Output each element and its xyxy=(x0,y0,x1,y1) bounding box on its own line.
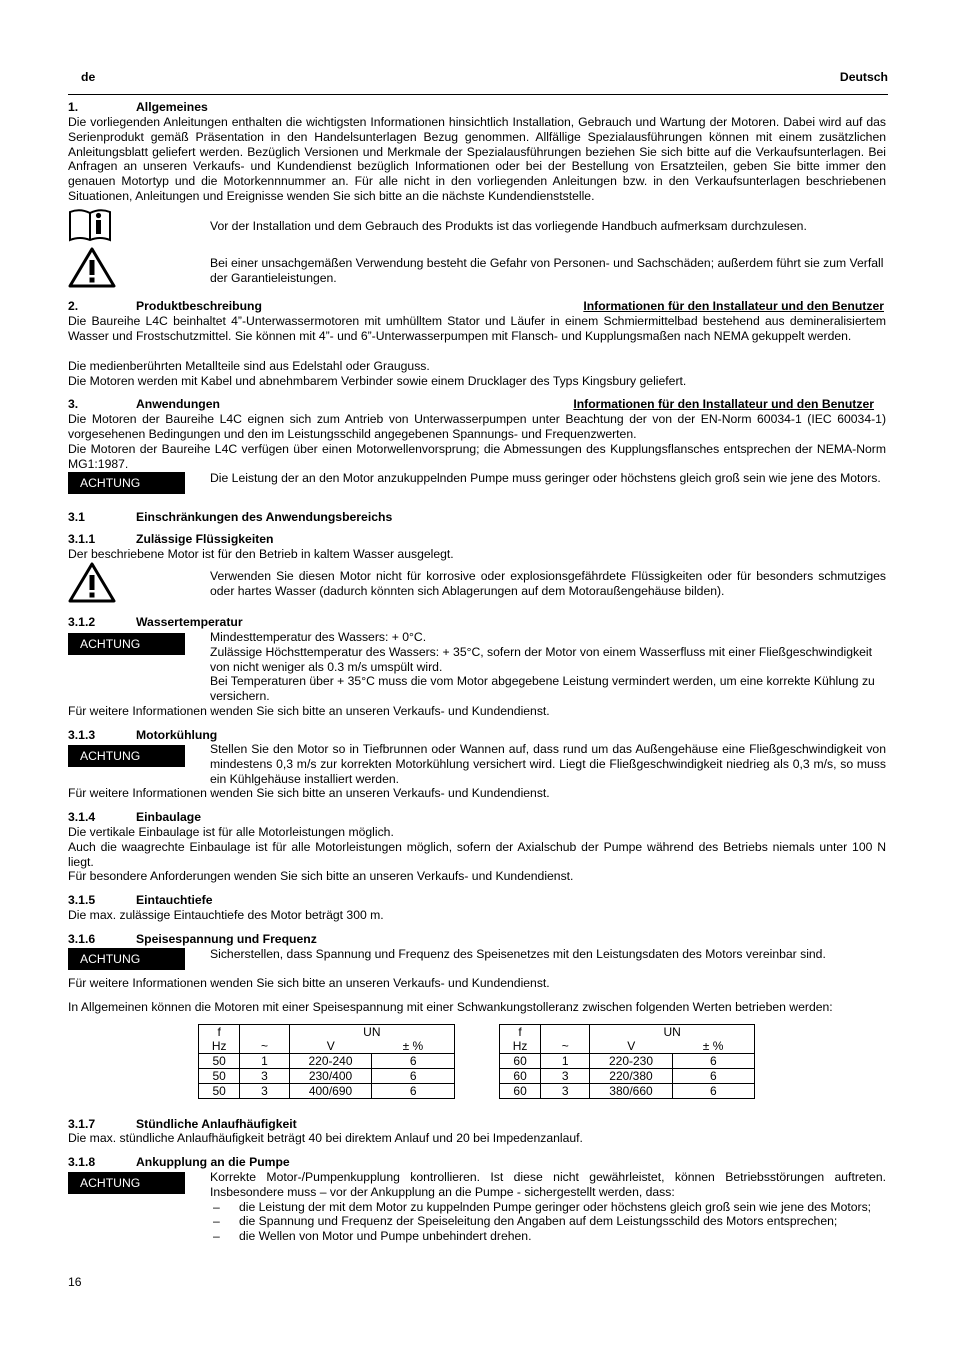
manual-book-icon xyxy=(68,206,112,242)
section-title: Eintauchtiefe xyxy=(136,893,213,907)
table-row xyxy=(199,1069,455,1084)
note: Die Leistung der an den Motor anzukuppelnden Pumpe muss geringer oder höchstens gleich groß sein wie jene des Motors. xyxy=(210,471,881,485)
paragraph: In Allgemeinen können die Motoren mit einer Speisespannung mit einer Schwankungstolleranz zwischen folgenden Werten betrieben werden: xyxy=(68,1000,833,1014)
paragraph: Die Motoren werden mit Kabel und abnehmbarem Verbinder sowie einem Drucklager des Typs Kingsbury geliefert. xyxy=(68,374,687,388)
page-header xyxy=(68,70,888,95)
table-cell: 220-230 xyxy=(590,1054,672,1069)
table-header: f xyxy=(500,1025,541,1040)
page-number: 16 xyxy=(68,1275,82,1289)
table-row xyxy=(500,1084,755,1099)
table-header: V xyxy=(590,1039,672,1054)
paragraph: Der beschriebene Motor ist für den Betrieb in kaltem Wasser ausgelegt. xyxy=(68,547,454,561)
table-row xyxy=(500,1069,755,1084)
section-number: 3.1.5 xyxy=(68,893,96,907)
table-cell: 6 xyxy=(672,1054,754,1069)
header-lang-name: Deutsch xyxy=(839,70,888,84)
paragraph: Die max. zulässige Eintauchtiefe des Motor beträgt 300 m. xyxy=(68,908,384,922)
section-heading-3-1-3 xyxy=(68,728,886,743)
section-number: 3. xyxy=(68,397,79,411)
section-title: Stündliche Anlaufhäufigkeit xyxy=(136,1117,297,1131)
achtung-badge: ACHTUNG xyxy=(68,745,185,767)
table-row xyxy=(500,1054,755,1069)
section-heading-3-1 xyxy=(68,510,886,525)
section-heading-3-1-8 xyxy=(68,1155,886,1170)
section-title: Speisespannung und Frequenz xyxy=(136,932,317,946)
paragraph: Die max. stündliche Anlaufhäufigkeit beträgt 40 bei direktem Anlauf und 20 bei Impedenzanlauf. xyxy=(68,1131,583,1145)
header-lang-code: de xyxy=(81,70,96,84)
table-header xyxy=(240,1025,289,1040)
section-title: Produktbeschreibung xyxy=(136,299,262,313)
note: Verwenden Sie diesen Motor nicht für korrosive oder explosionsgefährdete Flüssigkeiten oder für besonders schmutziges oder hartes Wasser (dadurch könnten sich Ablagerungen auf dem Motoraußengehäuse bilden). xyxy=(210,569,886,598)
table-cell: 50 xyxy=(199,1084,240,1099)
paragraph: Für besondere Anforderungen wenden Sie sich bitte an unseren Verkaufs- und Kundendienst. xyxy=(68,869,574,883)
section-number: 1. xyxy=(68,100,79,114)
table-cell: 60 xyxy=(500,1084,541,1099)
warning-triangle-icon xyxy=(68,561,116,603)
table-row xyxy=(199,1054,455,1069)
table-cell: 6 xyxy=(672,1069,754,1084)
table-cell: 220-240 xyxy=(289,1054,372,1069)
paragraph: Auch die waagrechte Einbaulage ist für alle Motorleistungen möglich, sofern der Axialschub der Pumpe während des Betriebs niemals unter 100 N liegt. xyxy=(68,840,886,869)
table-header: ~ xyxy=(240,1039,289,1054)
paragraph: Für weitere Informationen wenden Sie sich bitte an unseren Verkaufs- und Kundendienst. xyxy=(68,976,550,990)
section-title: Motorkühlung xyxy=(136,728,218,742)
table-cell: 1 xyxy=(240,1054,289,1069)
table-cell: 3 xyxy=(240,1084,289,1099)
note: Sicherstellen, dass Spannung und Frequenz des Speisenetzes mit den Leistungsdaten des Motors vereinbar sind. xyxy=(210,947,826,961)
table-header: ± % xyxy=(672,1039,754,1054)
list-item: – die Leistung der mit dem Motor zu kuppelnden Pumpe geringer oder höchstens gleich groß sein wie jene des Motors; xyxy=(210,1200,886,1215)
table-cell: 220/380 xyxy=(590,1069,672,1084)
table-cell: 230/400 xyxy=(289,1069,372,1084)
section-number: 3.1 xyxy=(68,510,85,524)
achtung-badge: ACHTUNG xyxy=(68,472,185,494)
table-cell: 3 xyxy=(541,1084,590,1099)
paragraph: Die vorliegenden Anleitungen enthalten die wichtigsten Informationen hinsichtlich Installation, Gebrauch und Wartung der Motoren. Dabei wird auf das Serienprodukt gemäß Präsentation in den Handelsunterlagen Bezug genommen. Allfällige Spezialausführungen können mit einem zusätzlichen Anleitungsblatt geliefert werden. Bezüglich Versionen und Merkmale der Spezialausführungen beziehen Sie sich bitte auf die Verkaufsunterlagen. Bei Anfragen an unseren Verkaufs- und Kundendienst bezüglich Informationen oder bei der Bestellung von Ersatzteilen, geben Sie bitte immer den genauen Motortyp und die Motorkennnummer an. Für alle nicht in den vorliegenden Anleitungen bzw. in den Verkaufsunterlagen beschriebenen Situationen, Anleitungen und Ereignisse wenden Sie sich bitte an die nächste Kundendienststelle. xyxy=(68,115,886,203)
section-heading-3-1-1 xyxy=(68,532,886,547)
section-heading-3 xyxy=(68,397,886,412)
section-number: 3.1.6 xyxy=(68,932,96,946)
section-title: Einschränkungen des Anwendungsbereichs xyxy=(136,510,393,524)
table-cell: 380/660 xyxy=(590,1084,672,1099)
section-title: Einbaulage xyxy=(136,810,202,824)
table-cell: 1 xyxy=(541,1054,590,1069)
section-number: 3.1.8 xyxy=(68,1155,96,1169)
paragraph: Die Motoren der Baureihe L4C eignen sich zum Antrieb von Unterwasserpumpen unter Beachtung der von der EN-Norm 60034-1 (IEC 60034-1) vorgesehenen Bedingungen und den im Leistungsschild angegebenen Spannungs- und Frequenzwerten. xyxy=(68,412,886,441)
table-cell: 3 xyxy=(240,1069,289,1084)
table-row xyxy=(199,1084,455,1099)
note-line: Bei Temperaturen über + 35°C muss die vom Motor abgegebene Leistung vermindert werden, um eine korrekte Kühlung zu versichern. xyxy=(210,674,875,704)
table-cell: 60 xyxy=(500,1069,541,1084)
achtung-badge: ACHTUNG xyxy=(68,1172,185,1194)
table-cell: 50 xyxy=(199,1069,240,1084)
table-header: ~ xyxy=(541,1039,590,1054)
note-read-manual: Vor der Installation und dem Gebrauch des Produkts ist das vorliegende Handbuch aufmerksam durchzulesen. xyxy=(210,219,807,233)
paragraph: Die Motoren der Baureihe L4C verfügen über einen Motorwellenvorsprung; die Abmessungen des Kupplungsflansches entsprechen der NEMA-Norm MG1:1987. xyxy=(68,442,886,471)
section-heading-3-1-4 xyxy=(68,810,886,825)
section-heading-3-1-5 xyxy=(68,893,886,908)
table-header: Hz xyxy=(500,1039,541,1054)
section-title: Wassertemperatur xyxy=(136,615,243,629)
section-audience: Informationen für den Installateur und den Benutzer xyxy=(583,299,884,313)
note-warning: Bei einer unsachgemäßen Verwendung besteht die Gefahr von Personen- und Sachschäden; außerdem führt sie zum Verfall der Garantieleistungen. xyxy=(210,256,884,285)
list-item: – die Wellen von Motor und Pumpe unbehindert drehen. xyxy=(210,1229,886,1244)
table-cell: 60 xyxy=(500,1054,541,1069)
paragraph: Die medienberührten Metallteile sind aus Edelstahl oder Grauguss. xyxy=(68,359,430,373)
table-header: f xyxy=(199,1025,240,1040)
note xyxy=(210,630,886,704)
note: Stellen Sie den Motor so in Tiefbrunnen oder Wannen auf, dass rund um das Außengehäuse eine Fließgeschwindigkeit von mindestens 0,3 m/s zur korrekten Motorkühlung versichert wird. Liegt die Fließgeschwindigkeit niedrieg als 0,3 m/s, so muss ein Kühlgehäuse installiert werden. xyxy=(210,742,886,786)
paragraph: Für weitere Informationen wenden Sie sich bitte an unseren Verkaufs- und Kundendienst. xyxy=(68,704,550,718)
achtung-badge: ACHTUNG xyxy=(68,948,185,970)
note-line: Zulässige Höchsttemperatur des Wassers: + 35°C, sofern der Motor von einem Wasserfluss mit einer Fließgeschwindigkeit von nicht weniger als 0.3 m/s umspült wird. xyxy=(210,644,873,674)
voltage-table-60hz xyxy=(499,1024,755,1099)
section-heading-3-1-6 xyxy=(68,932,886,947)
note-line: Mindesttemperatur des Wassers: + 0°C. xyxy=(210,630,427,644)
table-cell: 6 xyxy=(372,1054,455,1069)
section-heading-1 xyxy=(68,100,886,115)
section-title: Anwendungen xyxy=(136,397,220,411)
section-title: Ankupplung an die Pumpe xyxy=(136,1155,290,1169)
table-cell: 6 xyxy=(672,1084,754,1099)
table-header: ± % xyxy=(372,1039,455,1054)
list-item: – die Spannung und Frequenz der Speiseleitung den Angaben auf dem Leistungsschild des Motors entsprechen; xyxy=(210,1214,886,1229)
table-header: Hz xyxy=(199,1039,240,1054)
requirements-list xyxy=(210,1200,886,1244)
section-number: 3.1.4 xyxy=(68,810,96,824)
table-header: UN xyxy=(289,1025,454,1040)
paragraph: Die Baureihe L4C beinhaltet 4”-Unterwassermotoren mit umhülltem Stator und Läufer in einem Schmiermittelbad bestehend aus demineralisiertem Wasser und Frostschutzmittel. Sie können mit 4”- und 6”-Unterwasserpumpen mit Flansch- und Kupplungsmaßen nach NEMA gekuppelt werden. xyxy=(68,314,886,343)
voltage-table-50hz xyxy=(198,1024,455,1099)
section-title: Zulässige Flüssigkeiten xyxy=(136,532,274,546)
table-cell: 6 xyxy=(372,1069,455,1084)
table-cell: 3 xyxy=(541,1069,590,1084)
section-audience: Informationen für den Installateur und den Benutzer xyxy=(573,397,874,411)
table-header: UN xyxy=(590,1025,755,1040)
warning-triangle-icon xyxy=(68,246,116,288)
table-cell: 400/690 xyxy=(289,1084,372,1099)
section-title: Allgemeines xyxy=(136,100,208,114)
section-heading-2 xyxy=(68,299,886,314)
table-cell: 50 xyxy=(199,1054,240,1069)
section-number: 3.1.3 xyxy=(68,728,96,742)
section-heading-3-1-2 xyxy=(68,615,886,630)
table-header xyxy=(541,1025,590,1040)
table-header: V xyxy=(289,1039,372,1054)
section-number: 3.1.1 xyxy=(68,532,96,546)
section-number: 3.1.7 xyxy=(68,1117,96,1131)
paragraph: Die vertikale Einbaulage ist für alle Motorleistungen möglich. xyxy=(68,825,394,839)
paragraph: Für weitere Informationen wenden Sie sich bitte an unseren Verkaufs- und Kundendienst. xyxy=(68,786,550,800)
note-text: Korrekte Motor-/Pumpenkupplung kontrollieren. Ist diese nicht gewährleistet, können Betriebsstörungen auftreten. Insbesondere muss – vor der Ankupplung an die Pumpe - sichergestellt werden, dass: xyxy=(210,1170,886,1199)
section-number: 2. xyxy=(68,299,79,313)
note xyxy=(210,1170,886,1244)
section-heading-3-1-7 xyxy=(68,1117,886,1132)
section-number: 3.1.2 xyxy=(68,615,96,629)
achtung-badge: ACHTUNG xyxy=(68,633,185,655)
table-cell: 6 xyxy=(372,1084,455,1099)
